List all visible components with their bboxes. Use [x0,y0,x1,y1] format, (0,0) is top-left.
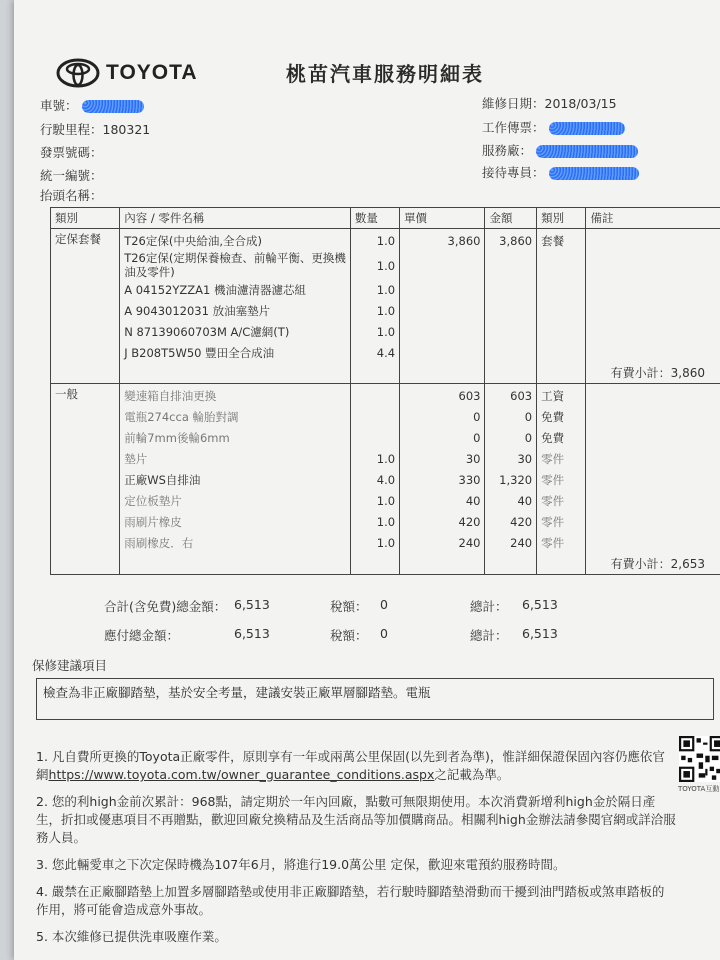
item-price: 40 [465,494,481,508]
item-type: 零件 [541,536,565,550]
section-prices [400,229,485,384]
section-names [120,384,351,575]
header-item-name: 內容 / 零件名稱 [120,208,351,229]
item-name: J B208T5W50 豐田全合成油 [124,346,275,360]
item-amount: 40 [517,494,533,508]
item-type: 零件 [541,494,565,508]
recommendation-box [36,678,714,720]
subtotal-general: 有費小計：2,653 [610,557,705,571]
note-item: 2. 您的利high金前次累計：968點，請定期於一年內回廠，點數可無限期使用。本次消費新增利high金於隔日產生，折扣或優惠項目不再贈點，歡迎回廠兌換精品及生活商品等加價購商品。相關利high金辦法請參閱官網或詳洽服務人員。 [36,794,676,845]
tax-value-2: 0 [380,626,388,641]
item-name: 油及零件) [124,265,175,279]
header-amount: 金額 [485,208,537,229]
repair-date-field [482,94,617,112]
guarantee-link[interactable]: https://www.toyota.com.tw/owner_guarantee_conditions.aspx [48,767,435,782]
item-qty: 1.0 [376,515,396,529]
header-type: 類別 [537,208,586,229]
advisor-label: 接待專員： [482,165,545,180]
item-name: A 9043012031 放油塞墊片 [124,304,271,318]
header-unit-price: 單價 [400,208,485,229]
qr-code-icon [679,736,720,782]
section-row-general [51,384,720,575]
recommendation-title: 保修建議項目 [32,658,108,673]
item-amount: 603 [510,389,533,403]
notes-list [36,748,676,955]
repair-date-label: 維修日期： [482,96,545,111]
brand-name: TOYOTA [106,61,198,84]
section-types [537,384,586,575]
item-amount: 3,860 [499,234,533,248]
item-name: 墊片 [124,452,148,466]
sum-value-2: 6,513 [522,626,558,641]
item-price: 603 [458,389,481,403]
item-type: 零件 [541,473,565,487]
item-qty [355,407,395,428]
item-price: 30 [465,452,481,466]
mileage-value: 180321 [102,122,151,137]
item-price: 0 [473,410,481,424]
note-item: 3. 您此輛愛車之下次定保時機為107年6月，將進行19.0萬公里 定保，歡迎來電預約服務時間。 [36,857,566,872]
item-type: 免費 [541,410,565,424]
table-header-row [51,208,720,229]
item-qty: 1.0 [376,283,396,297]
work-ticket-field [482,118,625,136]
item-name: T26定保(定期保養檢查、前輪平衡、更換機 [124,251,346,265]
note-text-after: 之記載為準。 [434,767,510,782]
toyota-logo [56,58,198,88]
tax-label-1: 稅額： [330,599,368,614]
item-name: 變速箱自排油更換 [124,389,217,403]
mileage-field [40,120,150,138]
item-price: 0 [473,431,481,445]
item-type: 零件 [541,515,565,529]
section-amounts [485,229,537,384]
redacted-advisor [549,167,639,180]
header-category: 類別 [51,208,120,229]
item-name: T26定保(中央給油,全合成) [124,234,263,248]
note-item [36,748,676,784]
tax-label-2: 稅額： [330,628,368,643]
item-name: 正廠WS自排油 [124,473,201,487]
item-qty: 4.4 [376,346,396,360]
document-title: 桃苗汽車服務明細表 [286,62,484,86]
section-prices [400,384,485,575]
item-qty: 1.0 [376,325,396,339]
service-receipt [14,0,720,960]
car-number-label: 車號： [40,98,78,113]
item-amount: 240 [510,536,533,550]
item-name: 電瓶274cca 輪胎對調 [124,410,239,424]
item-amount: 30 [517,452,533,466]
item-price: 420 [458,515,481,529]
service-shop-field [482,141,638,159]
advisor-field [482,163,639,181]
service-items-table [50,207,720,575]
item-amount: 420 [510,515,533,529]
note-item: 5. 本次維修已提供洗車吸塵作業。 [36,929,227,944]
item-name: 前輪7mm後輪6mm [124,431,230,445]
redacted-work-ticket [549,122,625,135]
item-name: N 87139060703M A/C濾網(T) [124,325,290,339]
tax-id-label: 統一編號： [40,168,103,183]
repair-date-value: 2018/03/15 [544,96,617,111]
toyota-emblem-icon [56,58,100,88]
sum-label-1: 總計： [470,599,508,614]
redacted-service-shop [536,145,638,158]
sum-value-1: 6,513 [522,597,558,612]
item-name: 雨刷橡皮．右 [124,536,194,550]
item-type: 工資 [541,389,565,403]
subtotal-maintenance: 有費小計：3,860 [610,366,705,380]
item-qty: 4.0 [376,473,396,487]
section-quantities [350,384,399,575]
section-category: 一般 [51,384,120,575]
section-remarks [586,229,720,384]
section-types [537,229,586,384]
qr-caption: TOYOTA互動 [678,785,720,793]
section-names [120,229,351,384]
item-name: 定位板墊片 [124,494,182,508]
note-item: 4. 嚴禁在正廠腳踏墊上加置多層腳踏墊或使用非正廠腳踏墊，若行駛時腳踏墊滑動而干擾到油門踏板或煞車踏板的作用，將可能會造成意外事故。 [36,884,665,917]
item-qty [355,386,395,407]
payable-total-value: 6,513 [234,626,270,641]
item-price: 240 [458,536,481,550]
recommendation-text: 檢查為非正廠腳踏墊，基於安全考量，建議安裝正廠單層腳踏墊。電瓶 [43,685,431,700]
header-remarks: 備註 [586,208,720,229]
item-name: 雨刷片橡皮 [124,515,182,529]
item-type: 零件 [541,452,565,466]
item-type: 套餐 [541,234,565,248]
section-amounts [485,384,537,575]
item-qty [355,428,395,449]
tax-value-1: 0 [380,597,388,612]
header-quantity: 數量 [350,208,399,229]
section-quantities [350,229,399,384]
total-incl-free-value: 6,513 [234,597,270,612]
item-type: 免費 [541,431,565,445]
item-amount: 0 [524,410,533,424]
car-number-field [40,96,144,114]
item-qty: 1.0 [376,452,396,466]
note-text: 1. 凡自費所更換的Toyota正廠零件，原則享有一年或兩萬公里保固(以先到者為準)，惟詳細保證保固內容仍應依官網 [36,749,665,782]
item-qty: 1.0 [376,304,396,318]
payable-total-label: 應付總金額： [104,628,180,643]
section-row-maintenance [51,229,720,384]
section-remarks [586,384,720,575]
section-category: 定保套餐 [51,229,120,384]
invoice-label: 發票號碼： [40,145,103,160]
work-ticket-label: 工作傳票： [482,120,545,135]
redacted-car-number [82,100,144,113]
item-qty: 1.0 [376,259,396,273]
item-qty: 1.0 [376,234,396,248]
item-amount: 0 [524,431,533,445]
mileage-label: 行駛里程： [40,122,103,137]
total-incl-free-label: 合計(含免費)總金額： [104,599,227,614]
item-price: 3,860 [447,234,481,248]
item-amount: 1,320 [499,473,533,487]
item-qty: 1.0 [376,536,396,550]
item-name: A 04152YZZA1 機油濾清器濾芯組 [124,283,306,297]
buyer-label: 抬頭名稱： [40,188,103,203]
sum-label-2: 總計： [470,628,508,643]
service-shop-label: 服務廠： [482,143,533,158]
item-price: 330 [458,473,481,487]
item-qty: 1.0 [376,494,396,508]
